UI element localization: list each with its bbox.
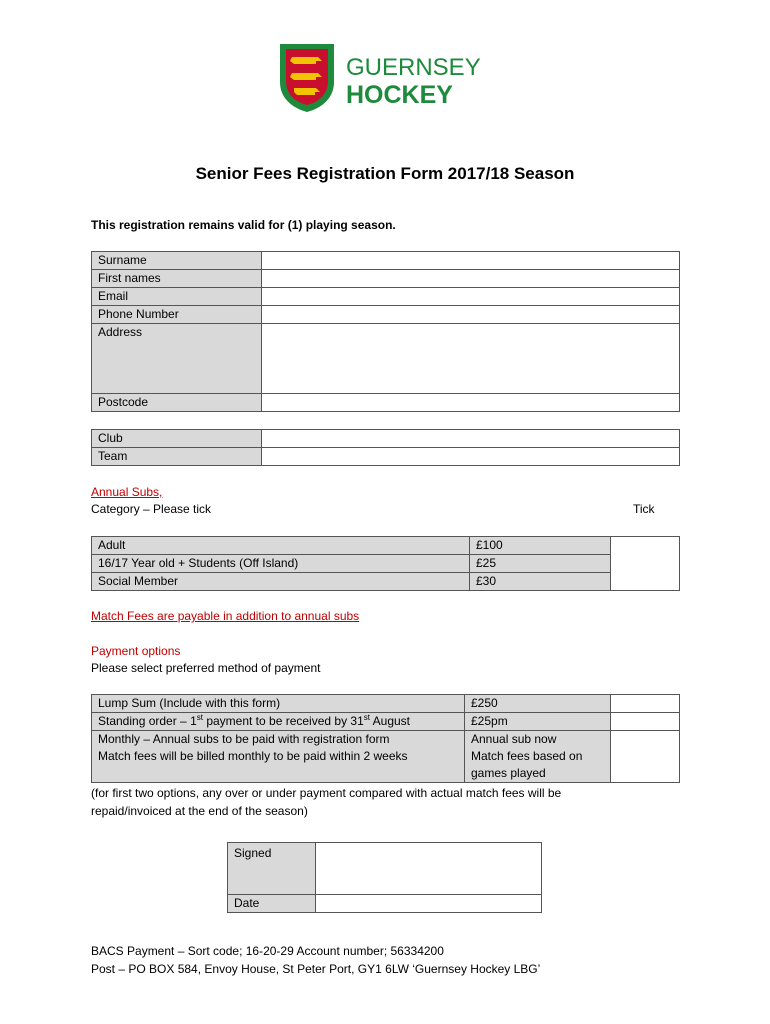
social-member-label: Social Member — [92, 573, 470, 591]
table-row — [92, 573, 680, 591]
lump-sum-price: £250 — [465, 695, 611, 713]
tick-label: Tick — [633, 502, 655, 516]
surname-field[interactable] — [262, 252, 680, 270]
match-fees-note: Match Fees are payable in addition to annual subs — [91, 609, 360, 623]
table-row — [92, 270, 680, 288]
table-row — [92, 731, 680, 783]
table-row — [92, 324, 680, 394]
table-row — [92, 252, 680, 270]
first-names-field[interactable] — [262, 270, 680, 288]
category-label: Category – Please tick — [91, 502, 212, 516]
lump-sum-tick[interactable] — [611, 695, 680, 713]
payment-table — [91, 694, 680, 783]
logo-line1: GUERNSEY — [346, 54, 481, 81]
table-row — [228, 895, 542, 913]
payment-heading: Payment options — [91, 644, 181, 658]
email-field[interactable] — [262, 288, 680, 306]
postcode-field[interactable] — [262, 394, 680, 412]
signature-field[interactable] — [316, 843, 542, 895]
shield-three-lions-icon — [278, 42, 336, 114]
signed-label: Signed — [228, 843, 316, 895]
page-title: Senior Fees Registration Form 2017/18 Season — [195, 164, 575, 183]
logo-line2: HOCKEY — [346, 81, 453, 109]
payment-footnote-line2: repaid/invoiced at the end of the season) — [91, 804, 308, 818]
address-label: Address — [92, 324, 262, 394]
standing-order-tick[interactable] — [611, 713, 680, 731]
table-row — [92, 555, 680, 573]
bacs-payment-line: BACS Payment – Sort code; 16-20-29 Account number; 56334200 — [91, 944, 444, 958]
table-row — [92, 537, 680, 555]
logo — [278, 42, 498, 114]
club-label: Club — [92, 430, 262, 448]
adult-label: Adult — [92, 537, 470, 555]
signature-table — [227, 842, 542, 913]
table-row — [92, 695, 680, 713]
surname-label: Surname — [92, 252, 262, 270]
lump-sum-label: Lump Sum (Include with this form) — [92, 695, 465, 713]
personal-details-table — [91, 251, 680, 412]
table-row — [92, 448, 680, 466]
monthly-label: Monthly – Annual subs to be paid with registration form Match fees will be billed monthly to be paid within 2 weeks — [92, 731, 465, 783]
first-names-label: First names — [92, 270, 262, 288]
payment-footnote-line1: (for first two options, any over or under payment compared with actual match fees will be — [91, 786, 562, 800]
validity-note: This registration remains valid for (1) playing season. — [91, 218, 396, 232]
annual-subs-heading: Annual Subs, — [91, 485, 163, 499]
post-address-line: Post – PO BOX 584, Envoy House, St Peter Port, GY1 6LW ‘Guernsey Hockey LBG’ — [91, 962, 541, 976]
tick-cell[interactable] — [611, 537, 680, 591]
student-label: 16/17 Year old + Students (Off Island) — [92, 555, 470, 573]
table-row — [92, 430, 680, 448]
table-row — [92, 713, 680, 731]
team-label: Team — [92, 448, 262, 466]
email-label: Email — [92, 288, 262, 306]
postcode-label: Postcode — [92, 394, 262, 412]
standing-order-label: Standing order – 1st payment to be received by 31st August — [92, 713, 465, 731]
table-row — [92, 288, 680, 306]
date-label: Date — [228, 895, 316, 913]
club-field[interactable] — [262, 430, 680, 448]
phone-number-field[interactable] — [262, 306, 680, 324]
date-field[interactable] — [316, 895, 542, 913]
table-row — [92, 394, 680, 412]
phone-number-label: Phone Number — [92, 306, 262, 324]
table-row — [228, 843, 542, 895]
student-price: £25 — [470, 555, 611, 573]
adult-price: £100 — [470, 537, 611, 555]
team-field[interactable] — [262, 448, 680, 466]
club-table — [91, 429, 680, 466]
annual-subs-table — [91, 536, 680, 591]
monthly-price: Annual sub now Match fees based on games played — [465, 731, 611, 783]
address-field[interactable] — [262, 324, 680, 394]
social-member-price: £30 — [470, 573, 611, 591]
payment-instruction: Please select preferred method of payment — [91, 661, 321, 675]
standing-order-price: £25pm — [465, 713, 611, 731]
table-row — [92, 306, 680, 324]
monthly-tick[interactable] — [611, 731, 680, 783]
